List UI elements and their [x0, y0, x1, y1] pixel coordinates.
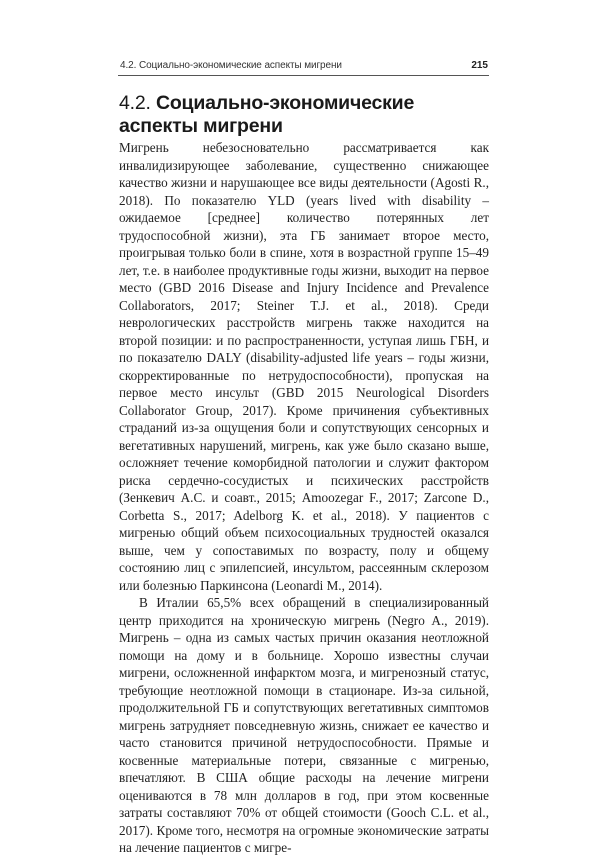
paragraph: Мигрень небезосновательно рассматривается как инвалидизирующее заболевание, существенно снижающее качество жизни и нарушающее все виды деятельности (Agosti R., 2018). По показателю YLD (years lived with disability – ожидаемое [среднее] количество потерянных лет трудоспособной жизни), эта ГБ занимает второе место, проигрывая только боли в спине, хотя в возрастной группе 15–49 лет, т.е. в наиболее продуктивные годы жизни, выходит на первое место (GBD 2016 Disease and Injury Incidence and Prevalence Collaborators, 2017; Steiner T.J. et al., 2018). Среди неврологических расстройств мигрень также находится на второй позиции: и по распространенности, уступая лишь ГБН, и по показателю DALY (disability-adjusted life years – годы жизни, скорректированные по нетрудоспособности), пропуская на первое место инсульт (GBD 2015 Neurological Disorders Collaborator Group, 2017). Кроме причинения субъективных страданий из-за ощущения боли и сопутствующих сенсорных и вегетативных нарушений, мигрень, как уже было сказано выше, осложняет течение коморбидной патологии и служит фактором риска сердечно-сосудистых и психических расстройств (Зенкевич А.С. и соавт., 2015; Amoozegar F., 2017; Zarcone D., Corbetta S., 2017; Adelborg K. et al., 2018). У пациентов с мигренью общий объем психосоциальных трудностей оказался выше, чем у сопоставимых по возрасту, полу и общему состоянию лиц с эпилепсией, инсультом, рассеянным склерозом или болезнью Паркинсона (Leonardi M., 2014). — [119, 140, 489, 593]
header-rule — [118, 75, 489, 76]
running-head-title: 4.2. Социально-экономические аспекты мигрени — [120, 60, 342, 71]
section-heading — [119, 92, 489, 138]
section-number: 4.2. — [119, 92, 151, 114]
paragraph: В Италии 65,5% всех обращений в специализированный центр приходится на хроническую мигрень (Negro A., 2019). Мигрень – одна из самых частых причин оказания неотложной помощи на дому и в больнице. Хорошо известны случаи мигрени, осложненной инфарктом мозга, и мигренозный статус, требующие неотложной помощи в стационаре. Из-за сильной, продолжительной ГБ и сопутствующих вегетативных симптомов мигрень затрудняет повседневную жизнь, снижает ее качество и часто становится причиной нетрудоспособности. Прямые и косвенные материальные потери, связанные с мигренью, впечатляют. В США общие расходы на лечение мигрени оцениваются в 78 млн долларов в год, при этом косвенные затраты составляют 70% от общей стоимости (Gooch C.L. et al., 2017). Кроме того, несмотря на огромные экономические затраты на лечение пациентов с мигре- — [119, 595, 489, 855]
page-number: 215 — [471, 60, 488, 71]
section-title: Социально-экономические аспекты мигрени — [119, 92, 415, 137]
body-text — [119, 139, 489, 857]
